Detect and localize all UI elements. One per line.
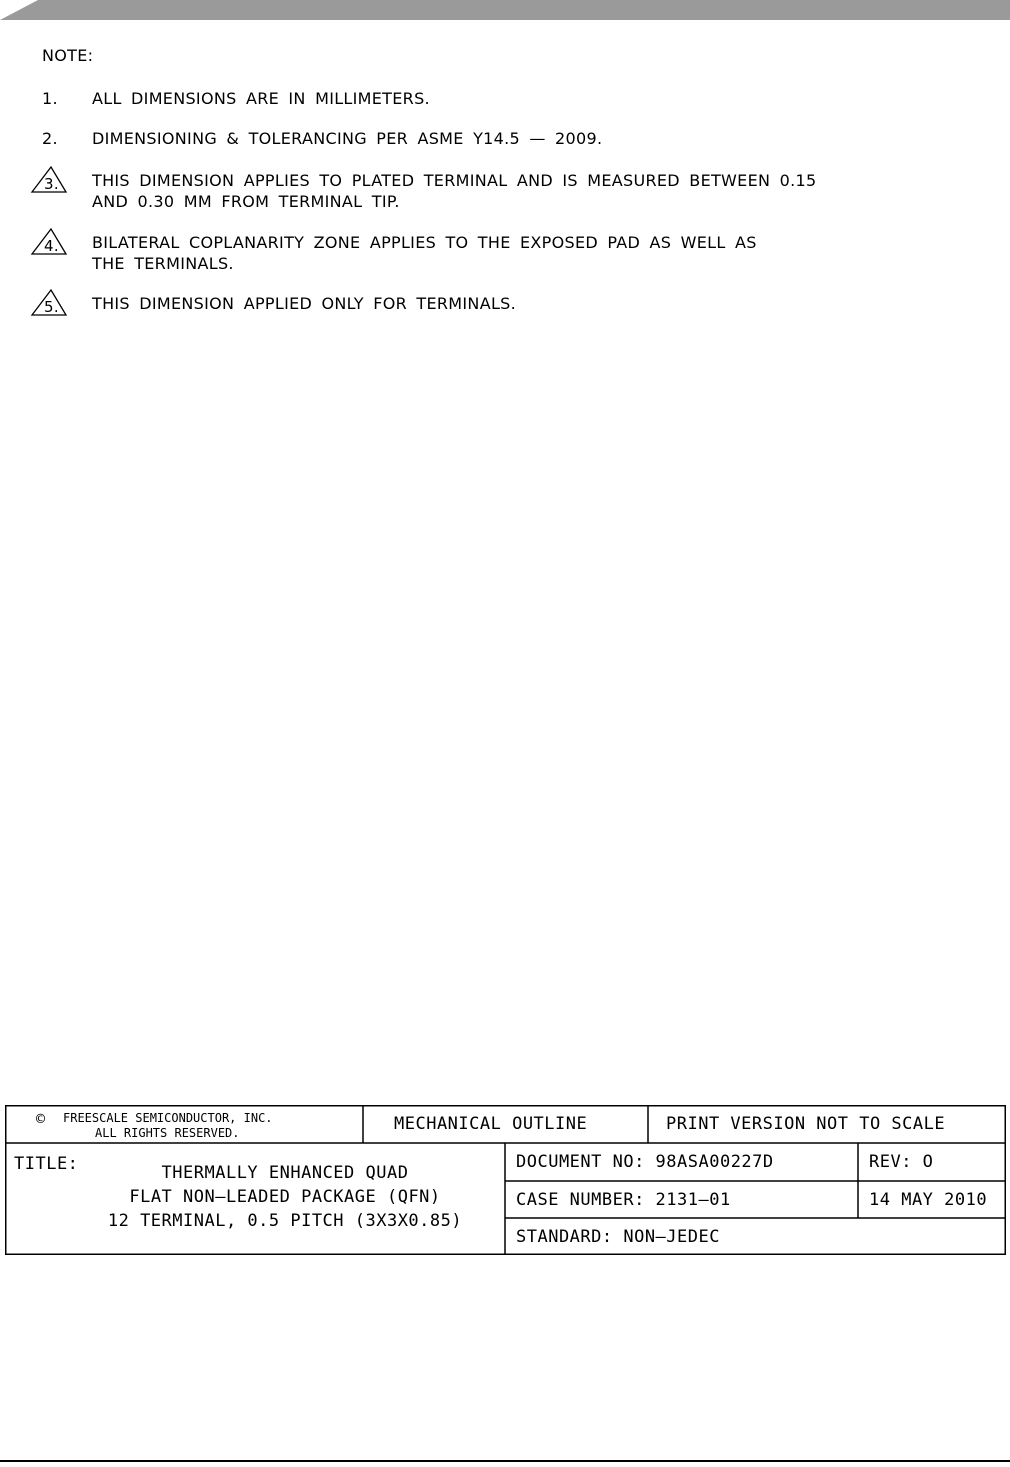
copyright-rights: ALL RIGHTS RESERVED. bbox=[95, 1126, 240, 1140]
package-title-line: 12 TERMINAL, 0.5 PITCH (3X3X0.85) bbox=[107, 1211, 463, 1231]
triangle-flag-icon bbox=[30, 227, 68, 257]
case-number: CASE NUMBER: 2131—01 bbox=[516, 1190, 731, 1210]
package-title bbox=[95, 1163, 475, 1183]
document-number: DOCUMENT NO: 98ASA00227D bbox=[516, 1152, 774, 1172]
note-text-line: BILATERAL COPLANARITY ZONE APPLIES TO THE EXPOSED PAD AS WELL AS bbox=[92, 233, 757, 252]
title-label: TITLE: bbox=[14, 1154, 79, 1174]
triangle-flag-label: 4. bbox=[44, 237, 59, 255]
note-text-line: THIS DIMENSION APPLIES TO PLATED TERMINAL AND IS MEASURED BETWEEN 0.15 bbox=[92, 171, 817, 190]
triangle-flag-label: 3. bbox=[44, 175, 59, 193]
print-version-label: PRINT VERSION NOT TO SCALE bbox=[666, 1114, 946, 1134]
standard: STANDARD: NON—JEDEC bbox=[516, 1227, 720, 1247]
package-title-line: FLAT NON—LEADED PACKAGE (QFN) bbox=[129, 1187, 441, 1207]
mechanical-outline-label: MECHANICAL OUTLINE bbox=[394, 1114, 588, 1134]
package-title bbox=[95, 1187, 475, 1207]
header-bar bbox=[0, 0, 1010, 20]
note-text: DIMENSIONING & TOLERANCING PER ASME Y14.5 — 2009. bbox=[92, 129, 603, 148]
note-number: 2. bbox=[42, 129, 58, 148]
note-text-line: AND 0.30 MM FROM TERMINAL TIP. bbox=[92, 192, 400, 211]
note-text: THIS DIMENSION APPLIED ONLY FOR TERMINALS. bbox=[92, 294, 517, 313]
copyright-company: FREESCALE SEMICONDUCTOR, INC. bbox=[63, 1111, 273, 1125]
title-block bbox=[5, 1105, 1006, 1255]
note-text: ALL DIMENSIONS ARE IN MILLIMETERS. bbox=[92, 89, 430, 108]
triangle-flag-icon bbox=[30, 165, 68, 195]
package-title bbox=[95, 1211, 475, 1231]
header-bar-shape bbox=[0, 0, 1010, 20]
note-text-line: THE TERMINALS. bbox=[92, 254, 234, 273]
triangle-flag-label: 5. bbox=[44, 298, 59, 316]
triangle-flag-icon bbox=[30, 288, 68, 318]
issue-date: 14 MAY 2010 bbox=[869, 1190, 988, 1210]
note-text bbox=[92, 170, 816, 212]
notes-heading: NOTE: bbox=[42, 46, 94, 65]
note-number: 1. bbox=[42, 89, 58, 108]
revision: REV: O bbox=[869, 1152, 934, 1172]
note-text bbox=[92, 232, 757, 274]
package-title-line: THERMALLY ENHANCED QUAD bbox=[161, 1163, 409, 1183]
footer-rule bbox=[0, 1460, 1010, 1462]
copyright-icon: © bbox=[36, 1110, 46, 1128]
